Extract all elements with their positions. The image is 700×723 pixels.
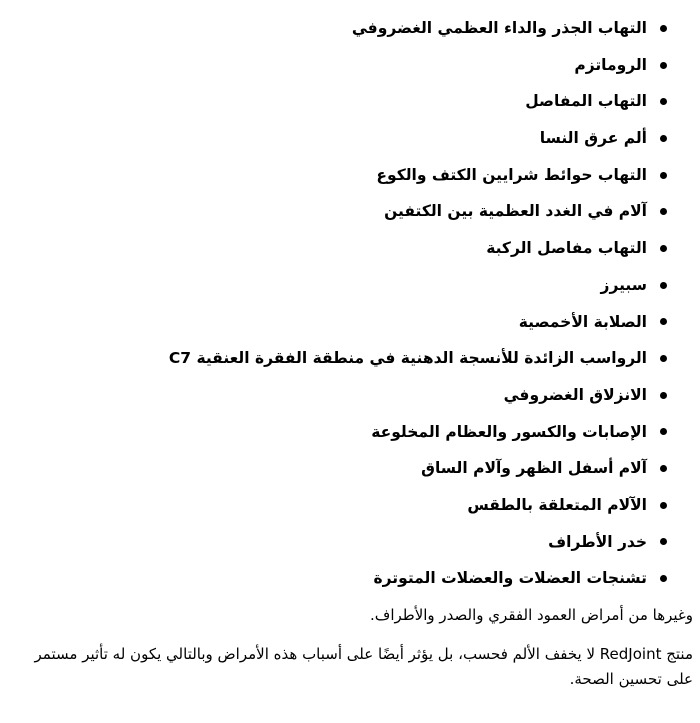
list-item: خدر الأطراف <box>10 524 693 561</box>
list-item: التهاب مفاصل الركبة <box>10 230 693 267</box>
list-item: سبيرز <box>10 267 693 304</box>
list-item: التهاب المفاصل <box>10 83 693 120</box>
list-item: آلام في الغدد العظمية بين الكتفين <box>10 193 693 230</box>
product-paragraph: منتج RedJoint لا يخفف الألم فحسب، بل يؤثر أيضًا على أسباب هذه الأمراض وبالتالي يكون له تأثير مستمر على تحسين الصحة. <box>34 645 693 688</box>
list-item: تشنجات العضلات والعضلات المتوترة <box>10 560 693 597</box>
other-diseases-paragraph: وغيرها من أمراض العمود الفقري والصدر والأطراف. <box>370 606 693 624</box>
list-item: الآلام المتعلقة بالطقس <box>10 487 693 524</box>
list-item: ألم عرق النسا <box>10 120 693 157</box>
conditions-list <box>10 10 693 597</box>
list-item: الصلابة الأخمصية <box>10 304 693 341</box>
list-item: آلام أسفل الظهر وآلام الساق <box>10 450 693 487</box>
list-item: التهاب الجذر والداء العظمي الغضروفي <box>10 10 693 47</box>
list-item: الانزلاق الغضروفي <box>10 377 693 414</box>
list-item: الرواسب الزائدة للأنسجة الدهنية في منطقة الفقرة العنقية C7 <box>10 340 693 377</box>
list-item: التهاب حوائط شرايين الكتف والكوع <box>10 157 693 194</box>
list-item: الإصابات والكسور والعظام المخلوعة <box>10 414 693 451</box>
list-item: الروماتزم <box>10 47 693 84</box>
